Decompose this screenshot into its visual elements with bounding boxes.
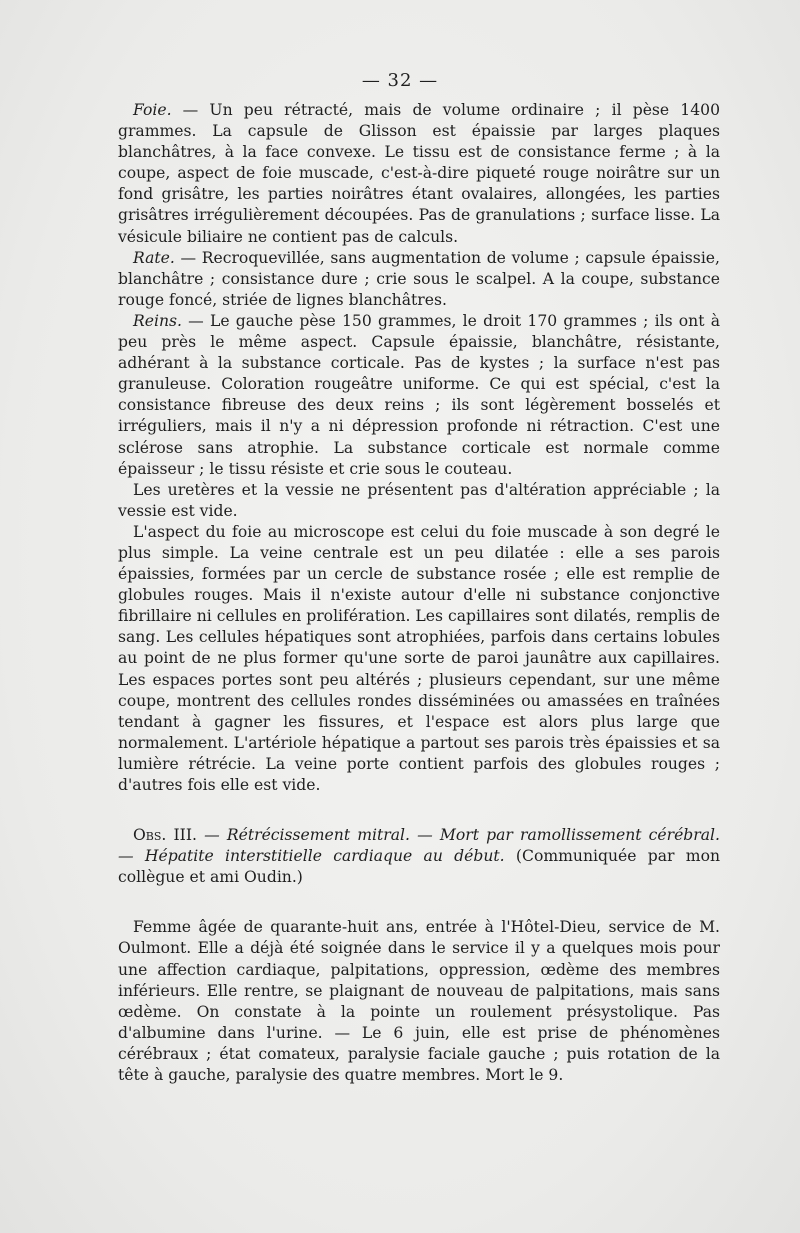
paragraph-body: — Le gauche pèse 150 grammes, le droit 170 grammes ; ils ont à peu près le même aspect. Capsule épaissie, blanchâtre, résistante, adhérant à la substance corticale. Pas de kystes ; la surface n'est pas granuleuse. Coloration rougeâtre uniforme. Ce qui est spécial, c'est la consistance fibreuse des deux reins ; ils sont légèrement bosselés et irréguliers, mais il n'y a ni dépression profonde ni rétraction. C'est une sclérose sans atrophie. La substance corticale est normale comme épaisseur ; le tissu résiste et crie sous le couteau. [118,311,720,478]
paragraph-lead: Foie. [133,101,172,119]
paragraph-body: — Recroquevillée, sans augmentation de volume ; capsule épaissie, blanchâtre ; consistance dure ; crie sous le scalpel. A la coupe, substance rouge foncé, striée de lignes blanchâtres. [118,248,720,309]
paragraph-ureteres [118,480,720,522]
paragraph-lead: Rate. [133,248,175,267]
paragraph-body: — Un peu rétracté, mais de volume ordinaire ; il pèse 1400 grammes. La capsule de Glisson est épaissie par larges plaques blanchâtres, à la face convexe. Le tissu est de consistance ferme ; à la coupe, aspect de foie muscade, c'est-à-dire piqueté rouge noirâtre sur un fond grisâtre, les parties noirâtres étant ovalaires, allongées, les parties grisâtres irrégulièrement découpées. Pas de granulations ; surface lisse. La vésicule biliaire ne contient pas de calculs. [118,101,720,246]
paragraph-reins [118,311,720,480]
paragraph-body: L'aspect du foie au microscope est celui du foie muscade à son degré le plus simple. La veine centrale est un peu dilatée : elle a ses parois épaissies, formées par un cercle de substance rosée ; elle est remplie de globules rouges. Mais il n'existe autour d'elle ni substance conjonctive fibrillaire ni cellules en prolifération. Les capillaires sont dilatés, remplis de sang. Les cellules hépatiques sont atrophiées, parfois dans certains lobules au point de ne plus former qu'une sorte de paroi jaunâtre aux capillaires. Les espaces portes sont peu altérés ; plusieurs cependant, sur une même coupe, montrent des cellules rondes disséminées ou amassées en traînées tendant à gagner les fissures, et l'espace est alors plus large que normalement. L'artériole hépatique a partout ses parois très épaissies et sa lumière rétrécie. La veine porte contient parfois des globules rouges ; d'autres fois elle est vide. [118,522,720,794]
paragraph-case [118,917,720,1086]
observation-label: Obs. III. [133,826,197,845]
observation-heading [118,825,720,888]
paragraph-body: Femme âgée de quarante-huit ans, entrée à l'Hôtel-Dieu, service de M. Oulmont. Elle a déjà été soignée dans le service il y a quelques mois pour une affection cardiaque, palpitations, oppression, œdème des membres inférieurs. Elle rentre, se plaignant de nouveau de palpitations, mais sans œdème. On constate à la pointe un roulement présystolique. Pas d'albumine dans l'urine. — Le 6 juin, elle est prise de phénomènes cérébraux ; état comateux, paralysie faciale gauche ; puis rotation de la tête à gauche, paralysie des quatre membres. Mort le 9. [118,918,720,1085]
paragraph-lead: Reins. [133,311,182,330]
paragraph-body: Les uretères et la vessie ne présentent pas d'altération appréciable ; la vessie est vide. [118,480,720,520]
page-number: — 32 — [361,70,439,91]
observation-title: — Rétrécissement mitral. — Mort par ramollissement cérébral. — Hépatite interstitielle cardiaque au début. [118,826,720,866]
paragraph-microscope [118,522,720,796]
body-text [118,100,720,1086]
paragraph-rate [118,248,720,311]
observation-note: (Communiquée par mon collègue et ami Oudin.) [118,847,720,887]
paragraph-foie [118,100,720,248]
